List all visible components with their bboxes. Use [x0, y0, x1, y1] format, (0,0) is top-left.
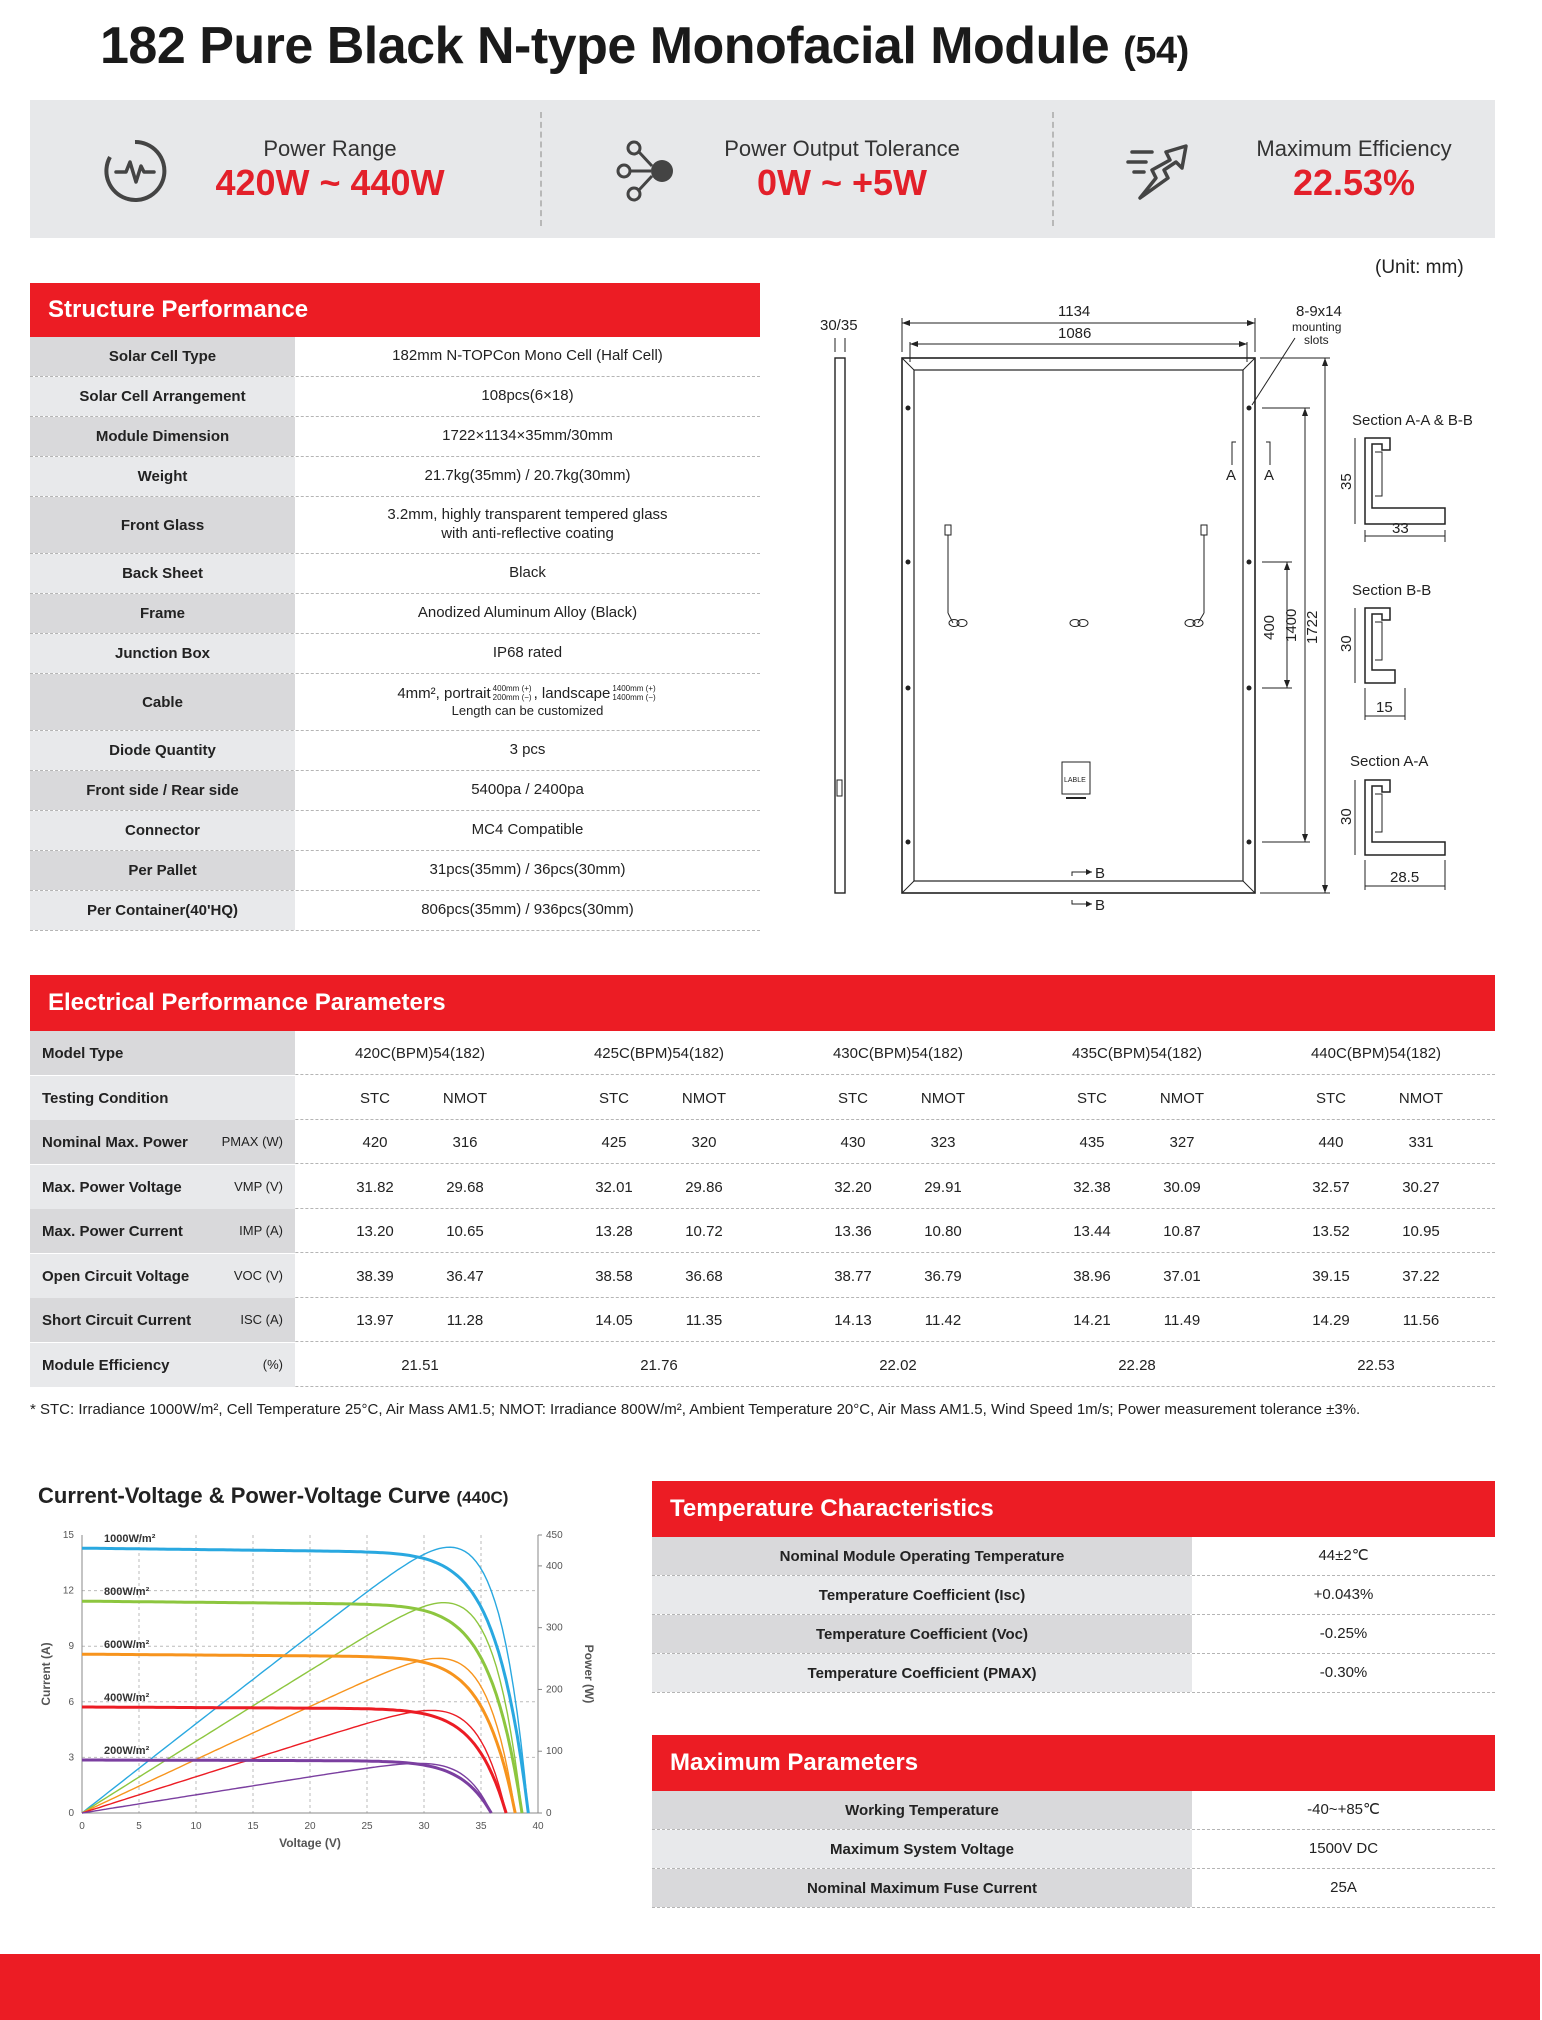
structure-value-text: Black: [509, 564, 546, 582]
x-tick-label: 5: [136, 1821, 142, 1832]
structure-value-text2: with anti-reflective coating: [441, 525, 614, 542]
electrical-cell: 30.27: [1402, 1178, 1440, 1196]
landscape-bottom: 1400mm (−): [612, 692, 656, 702]
maximum-row: [652, 1791, 1495, 1830]
maximum-header: Maximum Parameters: [652, 1735, 1495, 1791]
parameter-unit: (%): [262, 1356, 283, 1372]
electrical-cell: 38.58: [595, 1267, 633, 1285]
temperature-header: Temperature Characteristics: [652, 1481, 1495, 1537]
electrical-cell: STC: [599, 1089, 629, 1107]
electrical-cell: 21.51: [401, 1356, 439, 1374]
structure-row: [30, 634, 760, 674]
structure-value: [295, 457, 760, 496]
structure-value: [295, 811, 760, 850]
structure-key: Per Container(40'HQ): [30, 891, 295, 930]
maximum-key: Working Temperature: [652, 1791, 1192, 1829]
section-a-marker: [1226, 442, 1274, 484]
electrical-cell: 32.38: [1073, 1178, 1111, 1196]
portrait-bottom: 200mm (−): [492, 692, 532, 702]
electrical-cell: 22.02: [879, 1356, 917, 1374]
electrical-row: [30, 1076, 1495, 1120]
highlight-value: 0W ~ +5W: [756, 162, 928, 203]
electrical-key: [30, 1298, 295, 1342]
x-tick-label: 35: [475, 1821, 487, 1832]
structure-value: [295, 337, 760, 376]
structure-value-text: Anodized Aluminum Alloy (Black): [417, 604, 638, 622]
structure-row: [30, 891, 760, 931]
chart-title-main: Current-Voltage & Power-Voltage Curve: [38, 1483, 451, 1508]
y-tick-label: 12: [62, 1585, 74, 1597]
highlights-band: [30, 100, 1495, 238]
structure-value: [295, 554, 760, 593]
structure-key: Solar Cell Type: [30, 337, 295, 376]
temperature-key: Temperature Coefficient (PMAX): [652, 1654, 1192, 1692]
electrical-cell: 11.42: [924, 1312, 962, 1329]
y2-axis-label: Power (W): [582, 1644, 596, 1704]
electrical-row: [30, 1031, 1495, 1075]
section-height: 35: [1338, 473, 1355, 490]
electrical-cell: 440: [1318, 1134, 1344, 1151]
electrical-cell: 31.82: [356, 1178, 394, 1196]
section-height: 30: [1338, 635, 1355, 652]
electrical-cell: 14.21: [1073, 1312, 1111, 1329]
structure-value: [295, 594, 760, 633]
y2-tick-label: 100: [546, 1746, 563, 1758]
structure-key: Front Glass: [30, 497, 295, 553]
temperature-row: [652, 1537, 1495, 1576]
structure-row: [30, 377, 760, 417]
parameter-unit: IMP (A): [239, 1223, 283, 1238]
pv-curve: [82, 1658, 515, 1813]
electrical-cell: 37.01: [1163, 1267, 1201, 1285]
structure-value-text: 5400pa / 2400pa: [471, 781, 584, 799]
electrical-cell: NMOT: [1159, 1089, 1205, 1107]
structure-value-text: 21.7kg(35mm) / 20.7kg(30mm): [424, 467, 631, 485]
electrical-cell: 14.13: [834, 1312, 872, 1329]
y-tick-label: 15: [62, 1530, 74, 1541]
structure-key: Diode Quantity: [30, 731, 295, 770]
maximum-row: [652, 1830, 1495, 1869]
x-tick-label: 25: [361, 1821, 373, 1832]
y2-tick-label: 0: [546, 1808, 552, 1819]
title-suffix: (54): [1123, 30, 1189, 72]
electrical-cell: NMOT: [1398, 1089, 1444, 1107]
portrait-lengths: [493, 685, 532, 702]
parameter-name: Nominal Max. Power: [42, 1134, 188, 1151]
structure-value: [295, 891, 760, 930]
structure-row: [30, 554, 760, 594]
structure-key: Back Sheet: [30, 554, 295, 593]
structure-value: [295, 674, 760, 730]
page-title: [100, 16, 1189, 76]
electrical-key: [30, 1209, 295, 1253]
structure-value: [295, 771, 760, 810]
section-aa: [1338, 753, 1445, 890]
structure-row: [30, 417, 760, 457]
section-bb: [1338, 582, 1431, 720]
section-width: 15: [1376, 699, 1393, 716]
electrical-cell: 21.76: [640, 1356, 678, 1374]
section-title: Section B-B: [1352, 582, 1432, 599]
highlight-value: 420W ~ 440W: [215, 162, 445, 203]
electrical-cell: 32.20: [834, 1178, 872, 1196]
structure-row: [30, 594, 760, 634]
electrical-cell: 430: [840, 1134, 866, 1151]
electrical-cell: NMOT: [920, 1089, 966, 1107]
y-tick-label: 6: [68, 1696, 74, 1708]
electrical-cell: 38.96: [1073, 1267, 1111, 1285]
structure-value-text: MC4 Compatible: [471, 821, 584, 839]
electrical-row: [30, 1209, 1495, 1253]
parameter-name: Module Efficiency: [42, 1356, 170, 1374]
y2-tick-label: 200: [546, 1684, 563, 1696]
series-label: 600W/m²: [104, 1639, 150, 1652]
electrical-cell: 316: [452, 1134, 478, 1151]
slots-line1: 8-9x14: [1296, 303, 1342, 320]
electrical-cell: 37.22: [1402, 1267, 1440, 1285]
maximum-row: [652, 1869, 1495, 1908]
highlight-label: Power Output Tolerance: [724, 136, 960, 161]
electrical-cell: 29.91: [924, 1178, 962, 1196]
pv-curve: [82, 1763, 491, 1813]
parameter-name: Max. Power Voltage: [42, 1178, 182, 1196]
x-tick-label: 20: [304, 1821, 316, 1832]
structure-value: [295, 497, 760, 553]
electrical-cell: 38.77: [834, 1267, 872, 1285]
structure-key: Front side / Rear side: [30, 771, 295, 810]
structure-key: Weight: [30, 457, 295, 496]
electrical-cell: 327: [1169, 1134, 1195, 1151]
x-tick-label: 15: [247, 1821, 259, 1832]
efficiency-arrow-icon: [1126, 138, 1192, 204]
structure-row: [30, 457, 760, 497]
parameter-name: Max. Power Current: [42, 1223, 183, 1240]
electrical-cell: STC: [360, 1089, 390, 1107]
structure-key: Solar Cell Arrangement: [30, 377, 295, 416]
label-text: LABLE: [1064, 777, 1086, 784]
structure-value-text: 3.2mm, highly transparent tempered glass: [387, 506, 668, 524]
temperature-value: -0.30%: [1319, 1663, 1368, 1681]
section-aa-bb: [1338, 412, 1473, 542]
structure-value-text: IP68 rated: [492, 644, 563, 662]
electrical-cell: STC: [838, 1089, 868, 1107]
electrical-key: [30, 1120, 295, 1164]
parameter-unit: VOC (V): [233, 1267, 283, 1283]
landscape-top: 1400mm (+): [612, 684, 656, 694]
footnote: * STC: Irradiance 1000W/m², Cell Temperature 25°C, Air Mass AM1.5; NMOT: Irradiance 800W/m², Ambient Temperature 20°C, Air Mass AM1.5, Wind Speed 1m/s; Power measurement tolerance ±3%.: [30, 1401, 1361, 1418]
section-title: Section A-A & B-B: [1352, 412, 1473, 429]
structure-row: [30, 337, 760, 377]
structure-value-text: 182mm N-TOPCon Mono Cell (Half Cell): [392, 347, 663, 365]
electrical-cell: 13.52: [1312, 1223, 1350, 1240]
pulse-circle-icon: [102, 138, 168, 204]
y2-tick-label: 300: [546, 1622, 563, 1634]
cable-note: Length can be customized: [451, 703, 604, 719]
temperature-key: Nominal Module Operating Temperature: [652, 1537, 1192, 1575]
parameter-unit: ISC (A): [240, 1312, 283, 1327]
structure-row: [30, 731, 760, 771]
section-width: 33: [1392, 520, 1409, 537]
electrical-cell: 320: [691, 1134, 717, 1151]
highlight-label: Power Range: [263, 136, 397, 161]
y2-tick-label: 450: [546, 1530, 563, 1541]
slots-line3: slots: [1304, 333, 1329, 347]
electrical-cell: 29.86: [685, 1178, 723, 1196]
electrical-key: [30, 1254, 295, 1298]
parameter-unit: PMAX (W): [221, 1134, 283, 1149]
x-tick-label: 0: [79, 1821, 85, 1832]
landscape-lengths: [612, 685, 655, 702]
cable-mid: , landscape: [533, 684, 611, 702]
section-height: 30: [1338, 808, 1355, 825]
marker-a-right: A: [1264, 467, 1275, 484]
cable-spec: 4mm², portrait: [397, 684, 491, 702]
structure-row: [30, 771, 760, 811]
electrical-cell: 430C(BPM)54(182): [832, 1045, 964, 1062]
parameter-name: Testing Condition: [42, 1089, 169, 1107]
x-tick-label: 10: [190, 1821, 202, 1832]
electrical-cell: 29.68: [446, 1178, 484, 1196]
section-width: 28.5: [1390, 869, 1420, 886]
electrical-cell: 36.47: [446, 1267, 484, 1285]
electrical-cell: 11.35: [685, 1312, 723, 1329]
structure-value-text: 31pcs(35mm) / 36pcs(30mm): [429, 861, 626, 879]
cable-spec-line: [397, 685, 657, 704]
dim-400-label: 400: [1261, 614, 1278, 640]
electrical-cell: 32.57: [1312, 1178, 1350, 1196]
electrical-cell: 13.20: [356, 1223, 394, 1240]
electrical-cell: 36.79: [924, 1267, 962, 1285]
structure-value: [295, 377, 760, 416]
series-label: 200W/m²: [104, 1744, 150, 1757]
slots-line2: mounting: [1292, 320, 1342, 334]
electrical-cell: 11.28: [446, 1312, 484, 1329]
structure-value-text: 108pcs(6×18): [481, 387, 574, 405]
series-label: 400W/m²: [104, 1691, 150, 1704]
structure-value: [295, 417, 760, 456]
electrical-cell: 11.56: [1402, 1312, 1440, 1329]
electrical-row: [30, 1254, 1495, 1298]
y-tick-label: 9: [68, 1641, 74, 1653]
electrical-cell: 22.28: [1118, 1356, 1156, 1374]
structure-value: [295, 851, 760, 890]
x-tick-label: 40: [532, 1821, 544, 1832]
electrical-cell: NMOT: [442, 1089, 488, 1107]
electrical-cell: 420: [362, 1134, 388, 1151]
structure-key: Connector: [30, 811, 295, 850]
temperature-row: [652, 1654, 1495, 1693]
highlight-efficiency: [1054, 100, 1542, 238]
x-axis-label: Voltage (V): [279, 1836, 341, 1850]
module-drawing: [790, 290, 1510, 930]
electrical-row: [30, 1343, 1495, 1387]
junction-boxes: [945, 525, 1207, 627]
electrical-cell: 425C(BPM)54(182): [593, 1045, 725, 1062]
structure-key: Module Dimension: [30, 417, 295, 456]
electrical-row: [30, 1165, 1495, 1209]
highlight-power-range: [30, 100, 518, 238]
chart-title: [38, 1483, 508, 1509]
side-profile: [820, 317, 858, 893]
electrical-key: [30, 1165, 295, 1209]
electrical-key: [30, 1076, 295, 1120]
electrical-cell: STC: [1077, 1089, 1107, 1107]
maximum-value: 1500V DC: [1308, 1839, 1379, 1857]
electrical-cell: NMOT: [681, 1089, 727, 1107]
maximum-value: 25A: [1330, 1878, 1357, 1896]
electrical-cell: 323: [930, 1134, 956, 1151]
width-inner-label: 1086: [1058, 325, 1092, 342]
width-outer-label: 1134: [1058, 303, 1091, 320]
structure-row: [30, 674, 760, 731]
series-label: 800W/m²: [104, 1586, 150, 1599]
structure-key: Per Pallet: [30, 851, 295, 890]
temperature-value: +0.043%: [1313, 1585, 1374, 1603]
electrical-cell: 13.97: [356, 1312, 394, 1329]
dim-1722-label: 1722: [1304, 610, 1321, 644]
iv-curve: [82, 1760, 491, 1813]
temperature-value: -0.25%: [1319, 1624, 1368, 1642]
electrical-row: [30, 1298, 1495, 1342]
electrical-cell: 13.36: [834, 1223, 872, 1240]
unit-note: (Unit: mm): [1375, 257, 1464, 278]
dim-1400-label: 1400: [1283, 608, 1300, 642]
structure-key: Junction Box: [30, 634, 295, 673]
electrical-cell: 39.15: [1312, 1267, 1350, 1285]
structure-value-text: 806pcs(35mm) / 936pcs(30mm): [421, 901, 634, 919]
highlight-tolerance: [542, 100, 1030, 238]
nodes-icon: [614, 138, 680, 204]
structure-value-text: 3 pcs: [509, 741, 546, 759]
marker-b-top: B: [1095, 865, 1106, 882]
electrical-key: [30, 1343, 295, 1387]
electrical-row: [30, 1120, 1495, 1164]
section-b-marker: [1072, 865, 1105, 914]
temperature-key: Temperature Coefficient (Isc): [652, 1576, 1192, 1614]
parameter-name: Short Circuit Current: [42, 1312, 192, 1329]
structure-row: [30, 497, 760, 554]
electrical-key: [30, 1031, 295, 1075]
electrical-cell: 10.80: [924, 1223, 962, 1240]
electrical-cell: 10.87: [1163, 1223, 1201, 1240]
series-label: 1000W/m²: [104, 1533, 156, 1546]
parameter-name: Model Type: [42, 1045, 124, 1062]
temperature-row: [652, 1576, 1495, 1615]
electrical-cell: 10.72: [685, 1223, 723, 1240]
structure-row: [30, 811, 760, 851]
structure-key: Frame: [30, 594, 295, 633]
section-title: Section A-A: [1350, 753, 1429, 770]
electrical-cell: 10.95: [1402, 1223, 1440, 1240]
y-tick-label: 0: [68, 1808, 74, 1819]
maximum-key: Maximum System Voltage: [652, 1830, 1192, 1868]
electrical-cell: 30.09: [1163, 1178, 1201, 1196]
marker-b-bottom: B: [1095, 897, 1106, 914]
y2-tick-label: 400: [546, 1560, 563, 1572]
temperature-key: Temperature Coefficient (Voc): [652, 1615, 1192, 1653]
portrait-top: 400mm (+): [492, 684, 532, 694]
electrical-cell: 435: [1079, 1134, 1105, 1151]
electrical-cell: 331: [1408, 1134, 1434, 1151]
maximum-key: Nominal Maximum Fuse Current: [652, 1869, 1192, 1907]
electrical-cell: 11.49: [1163, 1312, 1201, 1329]
iv-pv-chart: [30, 1520, 596, 1860]
electrical-cell: 22.53: [1357, 1356, 1395, 1374]
highlight-label: Maximum Efficiency: [1256, 136, 1452, 161]
y-tick-label: 3: [68, 1752, 74, 1764]
marker-a-left: A: [1226, 467, 1237, 484]
electrical-cell: 420C(BPM)54(182): [354, 1045, 486, 1062]
structure-value: [295, 731, 760, 770]
temperature-row: [652, 1615, 1495, 1654]
electrical-cell: 10.65: [446, 1223, 484, 1240]
structure-value-text: 1722×1134×35mm/30mm: [442, 427, 613, 445]
label-box: [1062, 762, 1090, 798]
electrical-cell: STC: [1316, 1089, 1346, 1107]
highlight-value: 22.53%: [1292, 162, 1416, 203]
maximum-value: -40~+85℃: [1307, 1800, 1380, 1818]
electrical-cell: 38.39: [356, 1267, 394, 1285]
y-axis-label: Current (A): [39, 1642, 53, 1706]
frame-thickness-label: 30/35: [820, 317, 858, 334]
width-dimensions: [902, 303, 1255, 362]
structure-row: [30, 851, 760, 891]
x-tick-label: 30: [418, 1821, 430, 1832]
parameter-name: Open Circuit Voltage: [42, 1267, 190, 1285]
electrical-cell: 440C(BPM)54(182): [1310, 1045, 1442, 1062]
parameter-unit: VMP (V): [234, 1178, 283, 1194]
electrical-cell: 13.44: [1073, 1223, 1111, 1240]
electrical-cell: 13.28: [595, 1223, 633, 1240]
temperature-value: 44±2℃: [1318, 1546, 1369, 1564]
electrical-cell: 32.01: [595, 1178, 633, 1196]
title-main: 182 Pure Black N-type Monofacial Module: [100, 17, 1110, 75]
electrical-cell: 36.68: [685, 1267, 723, 1285]
chart-title-suffix: (440C): [456, 1488, 509, 1507]
electrical-header: Electrical Performance Parameters: [30, 975, 1495, 1031]
electrical-cell: 14.05: [595, 1312, 633, 1329]
electrical-cell: 14.29: [1312, 1312, 1350, 1329]
electrical-cell: 425: [601, 1134, 627, 1151]
structure-header: Structure Performance: [30, 283, 760, 337]
electrical-cell: 435C(BPM)54(182): [1071, 1045, 1203, 1062]
structure-key: Cable: [30, 674, 295, 730]
slots-note: [1252, 303, 1342, 405]
bottom-bar: [0, 1954, 1540, 2020]
structure-value: [295, 634, 760, 673]
